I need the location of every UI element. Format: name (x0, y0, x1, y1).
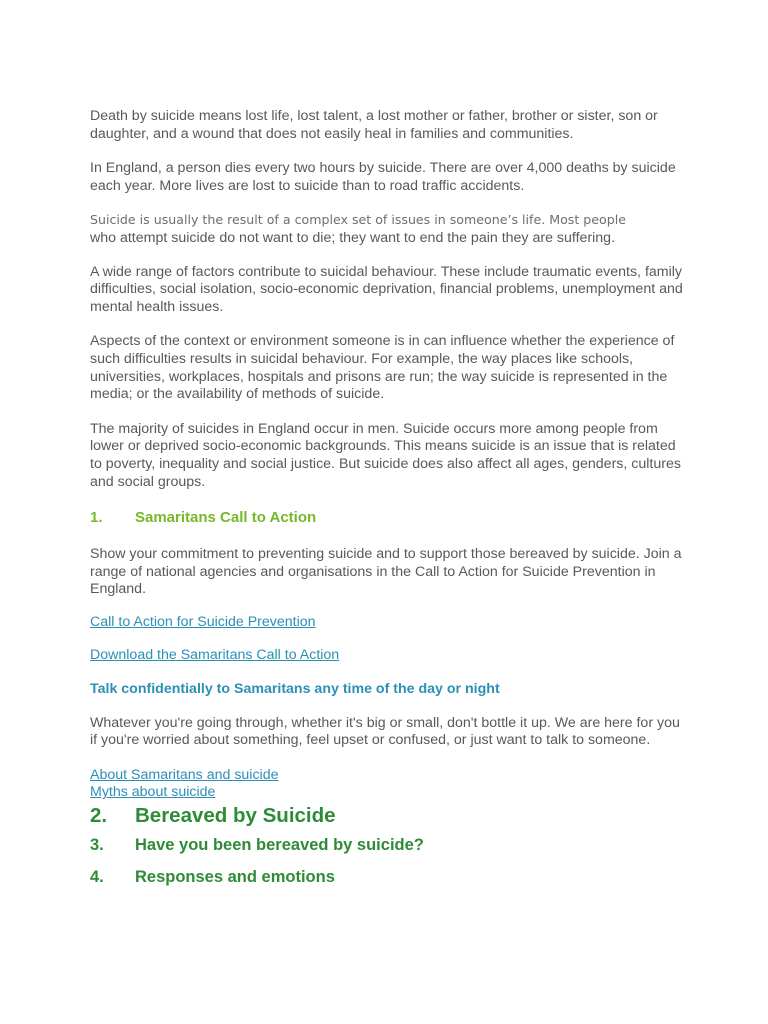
heading-text: Samaritans Call to Action (135, 509, 317, 527)
heading-responses (90, 867, 690, 887)
heading-have-you-been-bereaved (90, 835, 690, 855)
heading-talk-confidentially: Talk confidentially to Samaritans any time of the day or night (90, 681, 500, 698)
paragraph-commitment: Show your commitment to preventing suicide and to support those bereaved by suicide. Join a range of national agencies and organisations in the Call to Action for Suicide Prevention in England. (90, 546, 682, 598)
paragraph-complex-issues (90, 211, 690, 247)
paragraph-factors: A wide range of factors contribute to suicidal behaviour. These include traumatic events, family difficulties, social isolation, socio-economic deprivation, financial problems, unemployment and mental health issues. (90, 263, 683, 315)
paragraph-whatever: Whatever you're going through, whether it's big or small, don't bottle it up. We are here for you if you're worried about something, feel upset or confused, or just want to talk to someone. (90, 714, 680, 749)
link-download-call-to-action[interactable]: Download the Samaritans Call to Action (90, 647, 340, 664)
heading-bereaved (90, 804, 690, 828)
link-about-samaritans[interactable]: About Samaritans and suicide (90, 766, 279, 783)
link-myths[interactable]: Myths about suicide (90, 784, 216, 801)
heading-number: 4. (90, 868, 104, 887)
paragraph-england-statistics: In England, a person dies every two hours by suicide. There are over 4,000 deaths by suicide each year. More lives are lost to suicide than to road traffic accidents. (90, 160, 676, 194)
heading-call-to-action (90, 509, 690, 527)
paragraph-context: Aspects of the context or environment someone is in can influence whether the experience of such difficulties results in suicidal behaviour. For example, the way places like schools, universities, workplaces, hospitals and prisons are run; the way suicide is represented in the media; or the availability of methods of suicide. (90, 333, 675, 403)
paragraph-lost-life: Death by suicide means lost life, lost talent, a lost mother or father, brother or sister, son or daughter, and a wound that does not easily heal in families and communities. (90, 108, 658, 142)
paragraph-complex-issues-rest: who attempt suicide do not want to die; they want to end the pain they are suffering. (90, 229, 616, 246)
heading-number: 2. (90, 804, 108, 828)
heading-text: Bereaved by Suicide (135, 804, 336, 828)
heading-number: 1. (90, 509, 103, 527)
document-page (90, 108, 690, 887)
heading-text: Have you been bereaved by suicide? (135, 836, 424, 855)
paragraph-complex-issues-lead: Suicide is usually the result of a complex set of issues in someone’s life. Most people (90, 212, 626, 228)
link-call-to-action[interactable]: Call to Action for Suicide Prevention (90, 613, 316, 630)
heading-text: Responses and emotions (135, 868, 335, 887)
heading-number: 3. (90, 836, 104, 855)
paragraph-majority: The majority of suicides in England occur in men. Suicide occurs more among people from lower or deprived socio-economic backgrounds. This means suicide is an issue that is related to poverty, inequality and social justice. But suicide does also affect all ages, genders, cultures and social groups. (90, 420, 681, 490)
